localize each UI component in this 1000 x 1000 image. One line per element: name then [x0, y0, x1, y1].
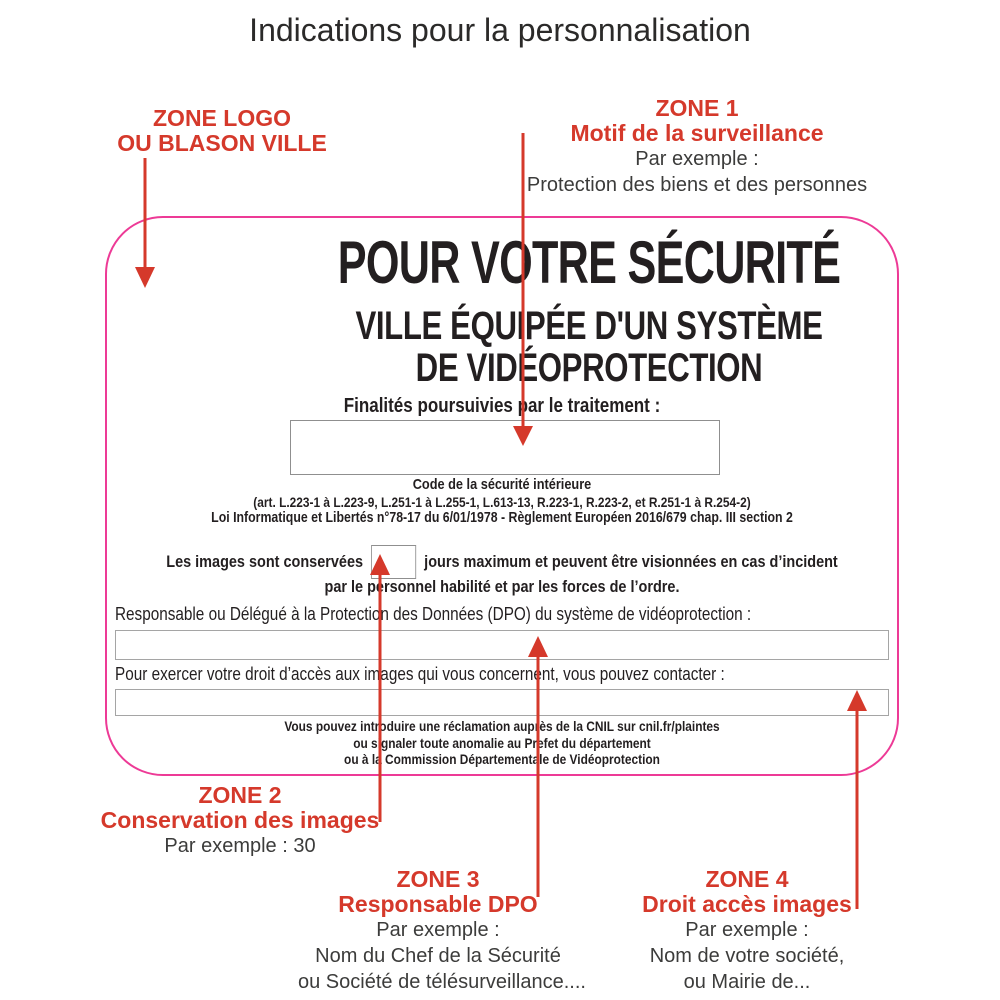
access-fill-box — [115, 689, 889, 716]
zone-1-label: Motif de la surveillance — [570, 120, 824, 146]
legal-line-1: Code de la sécurité intérieure — [412, 476, 592, 493]
zone-4-example-text-2: ou Mairie de... — [683, 971, 811, 993]
zone-1-name: ZONE 1 — [655, 95, 739, 121]
zone-1-example-text: Protection des biens et des personnes — [526, 174, 868, 196]
dpo-label: Responsable ou Délégué à la Protection des Données (DPO) du système de vidéoprotection : — [115, 604, 752, 624]
sign-panel — [105, 216, 899, 776]
access-label: Pour exercer votre droit d’accès aux images qui vous concernent, vous pouvez contacter : — [115, 664, 725, 684]
zone-3-name: ZONE 3 — [396, 866, 480, 892]
retention-text-before: Les images sont conservées — [166, 552, 364, 571]
cnil-line-3: ou à la Commission Départementale de Vidéoprotection — [344, 751, 660, 767]
cnil-url: cnil.fr/plaintes — [638, 718, 720, 734]
zone-logo-line1: ZONE LOGO — [153, 105, 291, 131]
retention-line-2: par le personnel habilité et par les forces de l’ordre. — [324, 577, 680, 596]
zone-4-example-text-1: Nom de votre société, — [649, 945, 845, 967]
zone-2-example-text: Par exemple : 30 — [164, 835, 316, 857]
zone-3-example-label: Par exemple : — [376, 919, 500, 941]
zone-1-example-label: Par exemple : — [635, 148, 759, 170]
zone-4-name: ZONE 4 — [705, 866, 789, 892]
zone-4-label: Droit accès images — [642, 891, 852, 917]
zone-1-annotation — [517, 96, 877, 198]
zone-3-label: Responsable DPO — [338, 891, 538, 917]
legal-line-3: Loi Informatique et Libertés n°78-17 du 6/01/1978 - Règlement Européen 2016/679 chap. III section 2 — [211, 510, 793, 526]
purpose-fill-box — [290, 420, 720, 475]
purpose-label: Finalités poursuivies par le traitement : — [343, 395, 661, 417]
retention-line-1 — [166, 545, 838, 579]
retention-text-after: jours maximum et peuvent être visionnées en cas d’incident — [424, 552, 838, 571]
cnil-line-2: ou signaler toute anomalie au Prefet du département — [353, 735, 651, 751]
sign-subheading-2: DE VIDÉOPROTECTION — [415, 346, 763, 390]
retention-days-box — [371, 545, 417, 579]
sign-heading: POUR VOTRE SÉCURITÉ — [337, 229, 841, 296]
cnil-line-1 — [166, 718, 838, 734]
dpo-fill-box — [115, 630, 889, 660]
zone-logo-annotation — [92, 106, 352, 156]
legal-line-2: (art. L.223-1 à L.223-9, L.251-1 à L.255-1, L.613-13, R.223-1, R.223-2, et R.251-1 à R.254-2) — [253, 494, 751, 510]
zone-2-name: ZONE 2 — [198, 782, 282, 808]
zone-4-example-label: Par exemple : — [685, 919, 809, 941]
cnil-line-1-prefix: Vous pouvez introduire une réclamation auprès de la CNIL sur — [284, 718, 639, 734]
zone-3-example-text-2: ou Société de télésurveillance.... — [298, 971, 586, 993]
zone-2-label: Conservation des images — [100, 807, 380, 833]
page-title: Indications pour la personnalisation — [249, 12, 751, 48]
zone-logo-line2: OU BLASON VILLE — [117, 130, 327, 156]
zone-4-annotation — [607, 867, 887, 995]
zone-3-annotation — [298, 866, 586, 995]
zone-2-annotation — [90, 783, 390, 859]
zone-3-example-text-1: Nom du Chef de la Sécurité — [315, 945, 561, 967]
sign-subheading-1: VILLE ÉQUIPÉE D'UN SYSTÈME — [355, 304, 823, 348]
